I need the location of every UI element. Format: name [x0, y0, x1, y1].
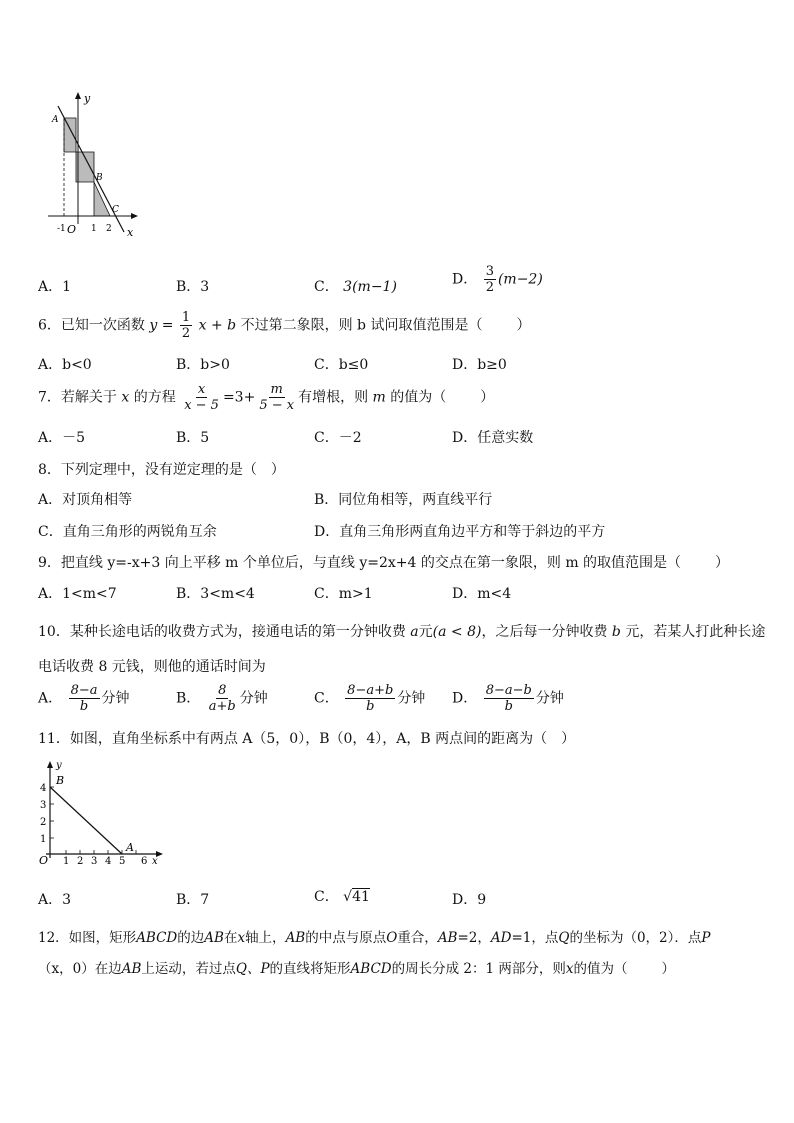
graph1-point-a: A	[52, 115, 59, 125]
q10-a-unit: 分钟	[101, 690, 130, 707]
q7-fraction-2	[257, 382, 296, 413]
q7-option-c[interactable]: C．－2	[314, 430, 362, 446]
q5-option-c-label: C．	[314, 279, 339, 295]
q7-f2-den: 5 − x	[259, 398, 295, 413]
q7-var-m: m	[372, 389, 386, 406]
question-10-stem-line-1	[38, 621, 765, 641]
q12-ab2: AB	[285, 930, 306, 946]
q5-option-a[interactable]: A．1	[38, 279, 72, 295]
q6-option-b[interactable]: B．b>0	[176, 357, 230, 373]
q12-o: O	[386, 930, 398, 946]
q12-p: P	[701, 930, 711, 946]
q12-abcd2: ABCD	[350, 961, 392, 977]
q5-option-b[interactable]: B．3	[176, 279, 210, 295]
q9-option-c[interactable]: C．m>1	[314, 586, 373, 602]
question-9-stem	[38, 552, 729, 572]
q10-a-label: A．	[38, 690, 63, 707]
q12-ab-eq: AB	[437, 930, 458, 946]
q10-var-b: b	[611, 624, 621, 640]
q6-y-eq: y =	[149, 317, 174, 334]
q11-x-label: x	[152, 856, 158, 866]
q11-x-tick-2: 2	[77, 856, 84, 866]
q12-qp: Q、P	[235, 961, 270, 977]
question-10-stem-line-2: 电话收费 8 元钱，则他的通话时间为	[38, 659, 266, 675]
q12-l2-e: 的值为（	[573, 961, 628, 977]
q10-option-c[interactable]	[314, 683, 425, 714]
question-6-stem	[38, 310, 530, 341]
q12-l2-b: 上运动，若过点	[141, 961, 236, 977]
q7-tail: 有增根，则	[298, 389, 369, 406]
q10-c-label: C．	[314, 690, 339, 707]
graph1-tick-neg1: -1	[57, 224, 66, 234]
q11-x-tick-6: 6	[141, 856, 148, 866]
q12-l1-b: 的边	[177, 930, 205, 946]
q11-y-tick-4: 4	[40, 783, 47, 794]
q11-y-axis-arrow	[47, 761, 53, 768]
q7-var: x	[121, 389, 130, 406]
q5-option-c[interactable]	[314, 276, 397, 296]
q12-ab3: AB	[121, 961, 142, 977]
q6-option-d[interactable]: D．b≥0	[452, 357, 507, 373]
q12-l2-c: 的直线将矩形	[269, 961, 351, 977]
q9-option-a[interactable]: A．1<m<7	[38, 586, 117, 602]
q7-option-a[interactable]: A．－5	[38, 430, 86, 446]
q7-f2-num: m	[270, 382, 283, 397]
q7-f1-den: x − 5	[184, 398, 219, 413]
question-12-stem-line-2	[38, 957, 675, 977]
q5-option-d-tail: (m−2)	[497, 271, 543, 288]
q11-origin: O	[39, 854, 49, 866]
q7-option-d[interactable]: D．任意实数	[452, 430, 534, 446]
question-7-stem	[38, 382, 494, 413]
graph1-y-label: y	[84, 92, 91, 105]
q5-d-num: 3	[485, 264, 494, 279]
q11-option-a[interactable]: A．3	[38, 892, 72, 908]
q5-option-d-fraction	[484, 264, 496, 295]
q7-option-b[interactable]: B．5	[176, 430, 210, 446]
q6-option-a[interactable]: A．b<0	[38, 357, 92, 373]
q10-cond: (a < 8)	[432, 624, 482, 640]
q11-point-a: A	[126, 841, 134, 854]
q12-l2-d: 的周长分成 2：1 两部分，则	[391, 961, 566, 977]
y-axis-arrow	[75, 92, 81, 99]
q10-d-fraction	[484, 683, 534, 714]
q11-option-b[interactable]: B．7	[176, 892, 210, 908]
q11-point-b: B	[56, 774, 65, 787]
q12-l1-f: 重合，	[397, 930, 438, 946]
q12-ab: AB	[204, 930, 224, 946]
q11-x-tick-3: 3	[91, 856, 98, 866]
q10-b-den: a+b	[208, 699, 236, 714]
q7-fraction-1	[182, 382, 221, 413]
q9-close: ）	[715, 555, 730, 571]
q7-mid: 的方程	[133, 389, 176, 406]
q9-option-d[interactable]: D．m<4	[452, 586, 512, 602]
q12-ad-eq: AD	[490, 930, 512, 946]
q10-unit1: 元	[418, 624, 433, 640]
q12-l1-g: 的坐标为（0，2）．点	[569, 930, 702, 946]
q6-close: ）	[516, 317, 531, 334]
q10-c-fraction	[345, 683, 395, 714]
q10-line1-b: ，之后每一分钟收费	[481, 624, 608, 640]
q10-d-num: 8−a−b	[485, 683, 532, 698]
q11-c-label: C．	[314, 889, 339, 905]
q12-eq1: =1，点	[511, 930, 559, 946]
graph1-tick-2: 2	[106, 224, 112, 234]
q7-tail2: 的值为（	[390, 389, 447, 406]
q11-x-tick-4: 4	[105, 856, 112, 866]
q12-abcd: ABCD	[136, 930, 178, 946]
q11-y-tick-2: 2	[40, 817, 47, 828]
q10-a-num: 8−a	[70, 683, 98, 698]
q12-eq2: =2，	[457, 930, 491, 946]
q10-option-a[interactable]	[38, 683, 130, 714]
q10-c-unit: 分钟	[397, 690, 426, 707]
x-axis-arrow	[131, 213, 138, 219]
q10-d-label: D．	[452, 690, 478, 707]
q12-close: ）	[661, 961, 675, 977]
q11-x-tick-5: 5	[119, 856, 126, 866]
q10-d-unit: 分钟	[535, 690, 564, 707]
q8-option-d[interactable]: D．直角三角形两直角边平方和等于斜边的平方	[314, 524, 606, 540]
q8-option-c[interactable]: C．直角三角形的两锐角互余	[38, 524, 217, 540]
q7-f1-num: x	[197, 382, 206, 397]
q6-option-c[interactable]: C．b≤0	[314, 357, 369, 373]
q11-y-label: y	[56, 760, 62, 771]
q7-eq: =3+	[222, 389, 256, 406]
coordinate-graph-figure	[36, 758, 168, 866]
q10-b-fraction	[207, 683, 238, 714]
q12-l1-c: 在	[223, 930, 238, 946]
q10-option-d[interactable]	[452, 683, 564, 714]
q6-tail-math: x + b	[198, 317, 237, 334]
q10-a-fraction	[69, 683, 100, 714]
graph1-x-label: x	[127, 226, 134, 238]
graph1-origin: O	[67, 223, 77, 236]
q10-line1-c: 元，若某人打此种长途	[625, 624, 766, 640]
q6-tail: 不过第二象限，则 b 试问取值范围是（	[240, 317, 483, 334]
question-11-stem: 11．如图，直角坐标系中有两点 A（5，0），B（0，4），A，B 两点间的距离为（ ）	[38, 731, 576, 747]
q11-y-tick-1: 1	[40, 834, 47, 845]
q6-frac-den: 2	[181, 326, 191, 341]
q10-c-den: b	[366, 699, 375, 714]
q11-option-c[interactable]	[314, 886, 370, 906]
q12-l1-e: 的中点与原点	[305, 930, 387, 946]
q7-close: ）	[480, 389, 495, 406]
question-8-stem: 8．下列定理中，没有逆定理的是（ ）	[38, 462, 285, 478]
q10-b-unit: 分钟	[239, 690, 268, 707]
q9-stem-text: 9．把直线 y=-x+3 向上平移 m 个单位后，与直线 y=2x+4 的交点在第一象限，则 m 的取值范围是（	[38, 555, 682, 571]
sqrt-symbol: √	[343, 889, 353, 905]
q10-b-label: B．	[176, 690, 201, 707]
question-12-stem-line-1	[38, 926, 710, 946]
q5-option-d-label: D．	[452, 271, 478, 288]
q11-y-tick-3: 3	[40, 800, 47, 811]
q10-c-num: 8−a+b	[347, 683, 394, 698]
q10-b-num: 8	[218, 683, 227, 698]
shaded-region-a	[64, 118, 76, 152]
q7-lead: 7．若解关于	[38, 389, 117, 406]
graph1-point-b: B	[96, 173, 103, 183]
q10-d-den: b	[504, 699, 513, 714]
q12-l2-a: （x，0）在边	[38, 961, 122, 977]
q11-c-radicand: 41	[352, 889, 370, 905]
q5-option-d[interactable]	[452, 264, 543, 295]
q12-x: x	[237, 930, 246, 946]
q6-frac-num: 1	[181, 310, 191, 325]
q9-option-b[interactable]: B．3<m<4	[176, 586, 255, 602]
q8-option-b[interactable]: B．同位角相等，两直线平行	[314, 492, 493, 508]
graph1-tick-1: 1	[91, 224, 97, 234]
q12-l1-d: 轴上，	[245, 930, 286, 946]
q12-l1-a: 12．如图，矩形	[38, 930, 137, 946]
q11-option-d[interactable]: D．9	[452, 892, 487, 908]
graph1-point-c: C	[112, 205, 119, 215]
segment-ab	[50, 787, 122, 854]
q12-q: Q	[558, 930, 570, 946]
q10-option-b[interactable]	[176, 683, 268, 714]
q6-fraction	[180, 310, 192, 341]
q5-option-c-math: 3(m−1)	[343, 279, 397, 295]
q10-a-den: b	[79, 699, 89, 714]
q11-x-tick-1: 1	[63, 856, 70, 866]
shaded-region-c	[94, 182, 110, 216]
q8-option-a[interactable]: A．对顶角相等	[38, 492, 133, 508]
q12-x2: x	[565, 961, 574, 977]
function-graph-figure	[44, 88, 144, 238]
q6-lead: 6．已知一次函数	[38, 317, 145, 334]
q10-line1-a: 10．某种长途电话的收费方式为，接通电话的第一分钟收费	[38, 624, 406, 640]
q10-var-a: a	[410, 624, 419, 640]
q5-d-den: 2	[485, 280, 494, 295]
